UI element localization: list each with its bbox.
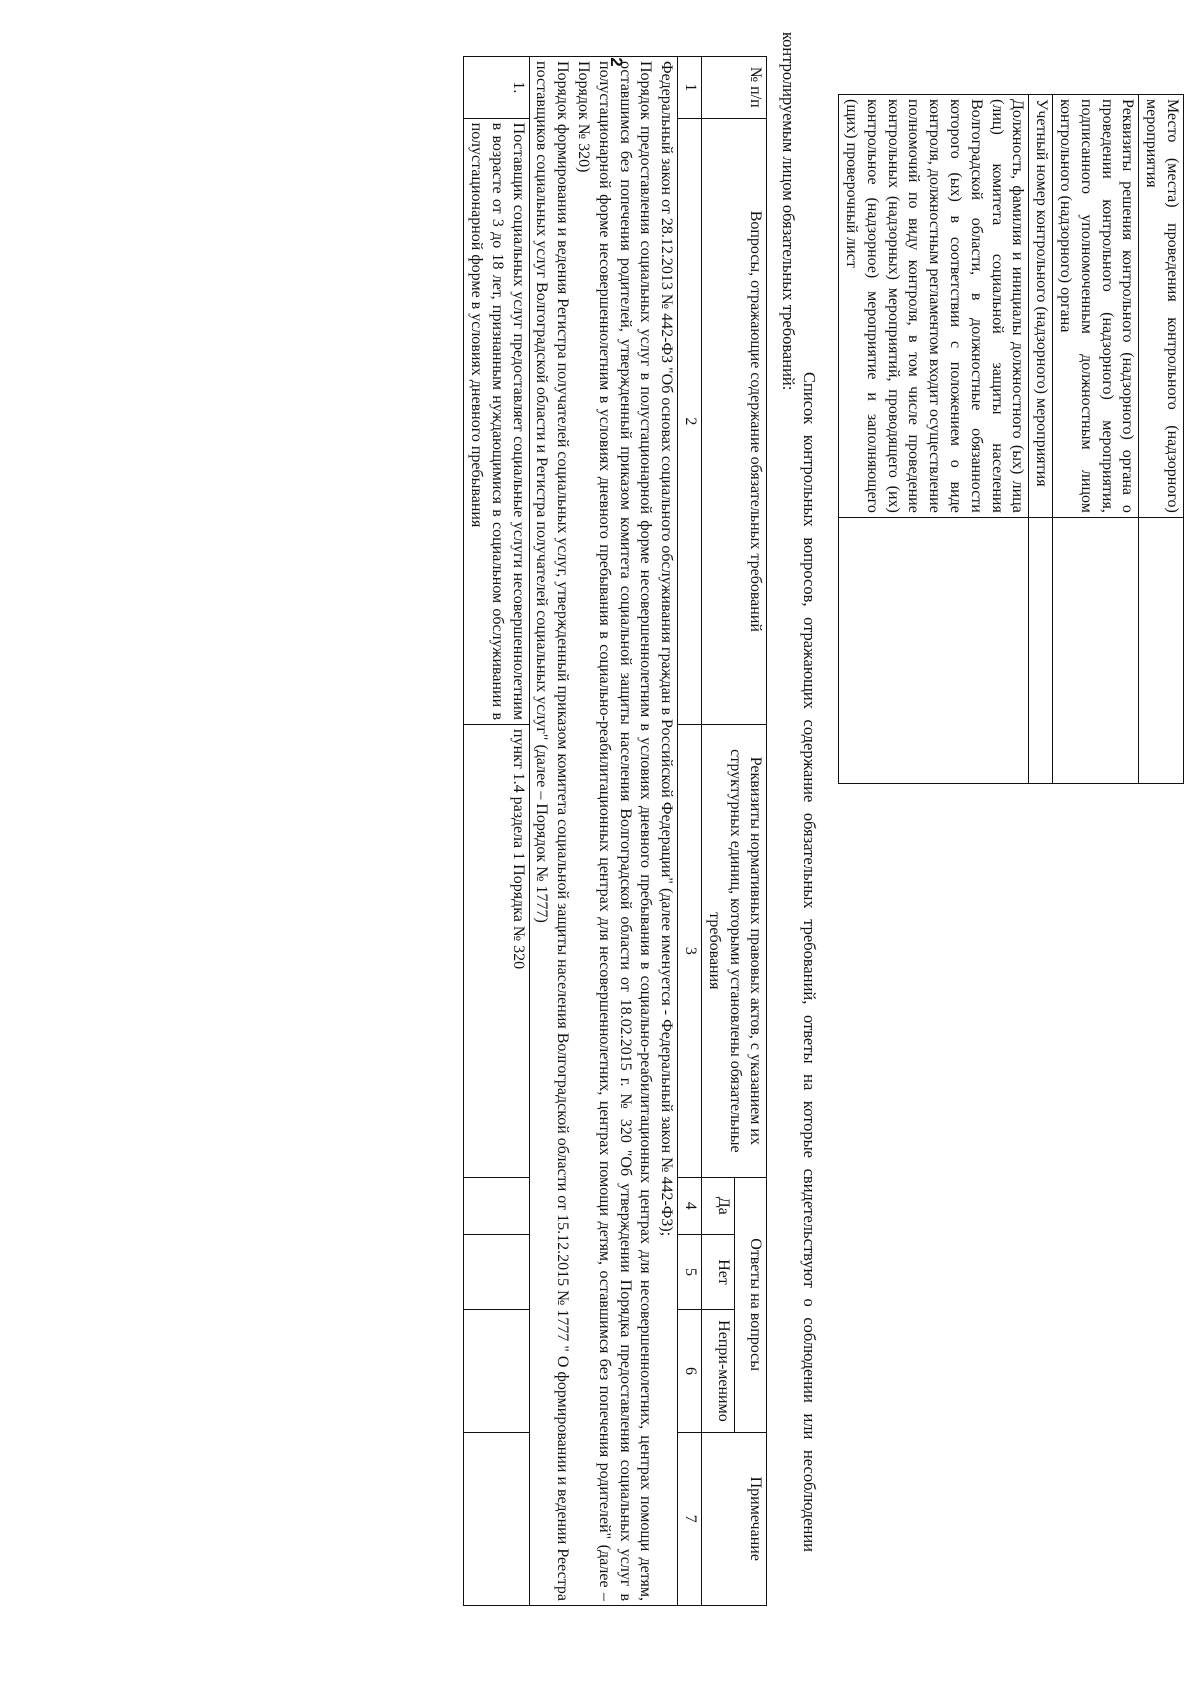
column-number: 1 bbox=[678, 57, 702, 119]
table-row bbox=[1139, 95, 1184, 784]
legal-basis-cell bbox=[529, 57, 678, 1606]
column-number: 3 bbox=[678, 725, 702, 1178]
legal-basis-item: Федеральный закон от 28.12.2013 № 442-ФЗ "Об основах социального обслуживания граждан в Российской Федерации" (далее именуется - Федеральный закон № 442-ФЗ); bbox=[658, 61, 676, 1237]
page-number: 2 bbox=[607, 57, 626, 67]
table-row bbox=[1053, 95, 1139, 784]
row-question: Поставщик социальных услуг предоставляет социальные услуги несовершеннолетним в возрасте от 3 до 18 лет, признанным нуждающимися в социальном обслуживании в полустационарной форме в условиях дневного пребывания bbox=[464, 118, 529, 724]
info-label: Реквизиты решения контрольного (надзорного) органа о проведении контрольного (надзорного) мероприятия, подписанного уполномоченным должностным лицом контрольного (надзорного) органа bbox=[1053, 95, 1139, 518]
column-number: 2 bbox=[678, 118, 702, 724]
info-label: Учетный номер контрольного (надзорного) мероприятия bbox=[1029, 95, 1053, 518]
checklist-table bbox=[463, 56, 767, 1606]
table-header-row bbox=[734, 57, 767, 1606]
info-label: Место (места) проведения контрольного (надзорного) мероприятия bbox=[1139, 95, 1184, 518]
col-header-num: № п/п bbox=[701, 57, 766, 119]
column-number: 4 bbox=[678, 1177, 702, 1234]
note-cell[interactable] bbox=[464, 1432, 529, 1605]
row-requisite: пункт 1.4 раздела 1 Порядка № 320 bbox=[464, 725, 529, 1178]
table-row bbox=[1029, 95, 1053, 784]
col-header-yes: Да bbox=[701, 1177, 734, 1234]
checklist-intro: Список контрольных вопросов, отражающих содержание обязательных требований, ответы на которые свидетельствуют о соблюдении или несоблюдении контролируемым лицом обязательных требований: bbox=[778, 32, 820, 1552]
answer-no-cell[interactable] bbox=[464, 1234, 529, 1310]
answer-yes-cell[interactable] bbox=[464, 1177, 529, 1234]
column-number: 7 bbox=[678, 1432, 702, 1605]
info-value-cell bbox=[839, 517, 1029, 783]
column-number: 6 bbox=[678, 1310, 702, 1432]
legal-basis-item: Порядок предоставления социальных услуг в полустационарной форме несовершеннолетним в условиях дневного пребывания в социально-реабилитационных центрах для несовершеннолетних, центрах помощи детям, оставшимся без попечения родителей, утвержденный приказом комитета социальной защиты населения Волгоградской области от 18.02.2015 г. № 320 "Об утверждении Порядка предоставления социальных услуг в полустационарной форме несовершеннолетним в условиях дневного пребывания в социально-реабилитационных центрах для несовершеннолетних, центрах помощи детям, оставшимся без попечения родителей" (далее – Порядок № 320) bbox=[575, 61, 655, 1601]
col-header-note: Примечание bbox=[701, 1432, 766, 1605]
inspection-info-table bbox=[838, 94, 1184, 784]
info-value-cell bbox=[1029, 517, 1053, 783]
col-header-question: Вопросы, отражающие содержание обязательных требований bbox=[701, 118, 766, 724]
answer-na-cell[interactable] bbox=[464, 1310, 529, 1432]
legal-basis-item: Порядок формирования и ведения Регистра получателей социальных услуг, утвержденный приказом комитета социальной защиты населения Волгоградской области от 15.12.2015 № 1777 " О формировании и ведении Реестра поставщиков социальных услуг Волгоградской области и Регистра получателей социальных услуг" (далее – Порядок № 1777) bbox=[533, 61, 572, 1601]
info-value-cell bbox=[1139, 517, 1184, 783]
column-number-row bbox=[678, 57, 702, 1606]
table-row bbox=[839, 95, 1029, 784]
column-number: 5 bbox=[678, 1234, 702, 1310]
col-header-no: Нет bbox=[701, 1234, 734, 1310]
info-label: Должность, фамилия и инициалы должностного (ых) лица (лиц) комитета социальной защиты населения Волгоградской области, в должностные обязанности которого (ых) в соответствии с положением о виде контроля, должностным регламентом входит осуществление полномочий по виду контроля, в том числе проведение контрольных (надзорных) мероприятий, проводящего (их) контрольное (надзорное) мероприятие и заполняющего (щих) проверочный лист bbox=[839, 95, 1029, 518]
col-header-na: Непри-менимо bbox=[701, 1310, 734, 1432]
info-value-cell bbox=[1053, 517, 1139, 783]
row-number: 1. bbox=[464, 57, 529, 119]
col-header-answers: Ответы на вопросы bbox=[734, 1177, 767, 1432]
table-row bbox=[464, 57, 529, 1606]
rotated-page-content bbox=[74, 32, 1184, 1672]
legal-basis-row bbox=[529, 57, 678, 1606]
col-header-requisites: Реквизиты нормативных правовых актов, с указанием их структурных единиц, которыми установлены обязательные требования bbox=[701, 725, 766, 1178]
